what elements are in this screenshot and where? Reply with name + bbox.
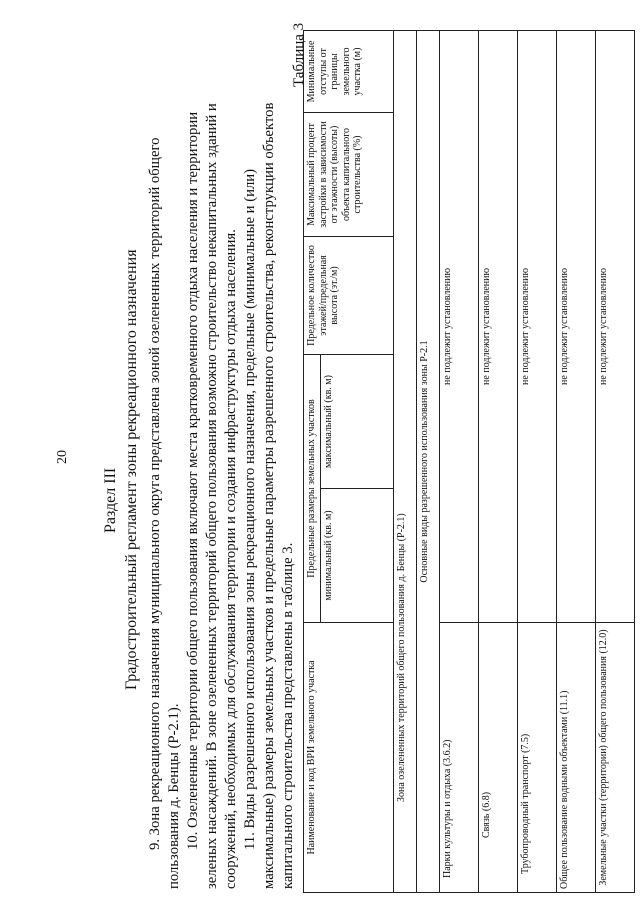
table-row	[595, 30, 634, 892]
paragraph-line: 9. Зона рекреационного назначения муниципального округа представлена зоной озелененных территорий общего	[147, 137, 163, 850]
subheader-row	[416, 30, 439, 892]
table-label: Таблица 3	[291, 22, 307, 87]
table-row	[556, 30, 595, 892]
table-row	[517, 30, 556, 892]
header-max: максимальный (кв. м)	[320, 354, 393, 488]
header-percent: Максимальный процент застройки в зависимости от этажности (высоты) объекта капитального строительства (%)	[304, 112, 394, 236]
header-min: минимальный (кв. м)	[320, 489, 393, 623]
row-value: не подлежит установлению	[478, 30, 517, 622]
paragraph-line: 11. Виды разрешенного использования зоны рекреационного назначения, предельные (минимальные и (или)	[242, 168, 258, 850]
header-name: Наименование и код ВРИ земельного участка	[304, 623, 394, 893]
row-name: Трубопроводный транспорт (7.5)	[517, 623, 556, 893]
header-floors: Предельное количество этажей/предельная высота (эт./м)	[304, 236, 394, 354]
row-value: не подлежит установлению	[517, 30, 556, 622]
table-row	[478, 30, 517, 892]
header-sizes: Предельные размеры земельных участков	[304, 354, 321, 622]
row-value: не подлежит установлению	[439, 30, 478, 622]
paragraph-line: максимальные) размеры земельных участков и предельные параметры разрешенного строительства, реконструкции объектов	[261, 102, 277, 889]
header-setbacks: Минимальные отступы от границы земельного участка (м)	[304, 30, 394, 112]
paragraph-line: сооружений, необходимых для обслуживания территории и создания инфраструктуры отдыха населения.	[223, 229, 239, 889]
regulation-table	[303, 30, 635, 893]
row-name: Связь (6.8)	[478, 623, 517, 893]
row-name: Общее пользование водными объектами (11.1)	[556, 623, 595, 893]
section-title: Раздел III	[102, 467, 119, 533]
row-value: не подлежит установлению	[556, 30, 595, 622]
paragraph-line: зеленых насаждений. В зоне озелененных территорий общего пользования возможно строительство некапитальных зданий и	[204, 103, 220, 889]
table-header-row	[304, 30, 321, 892]
row-name: Земельные участки (территории) общего пользования (12.0)	[595, 623, 634, 893]
table-row	[439, 30, 478, 892]
paragraph-line: 10. Озелененные территории общего пользования включают места кратковременного отдыха населения и территории	[185, 111, 201, 850]
zone-title: Зона озелененных территорий общего пользования д. Бенцы (Р-2.1)	[393, 30, 416, 892]
zone-row	[393, 30, 416, 892]
row-value: не подлежит установлению	[595, 30, 634, 622]
row-name: Парки культуры и отдыха (3.6.2)	[439, 623, 478, 893]
page-number: 20	[55, 450, 70, 464]
paragraph-line: капитального строительства представлены в таблице 3.	[280, 542, 296, 889]
subheader-title: Основные виды разрешенного использования зоны Р-2.1	[416, 30, 439, 892]
page-heading: Градостроительный регламент зоны рекреационного назначения	[123, 249, 140, 690]
paragraph-line: пользования д. Бенцы (Р-2.1).	[166, 703, 182, 889]
